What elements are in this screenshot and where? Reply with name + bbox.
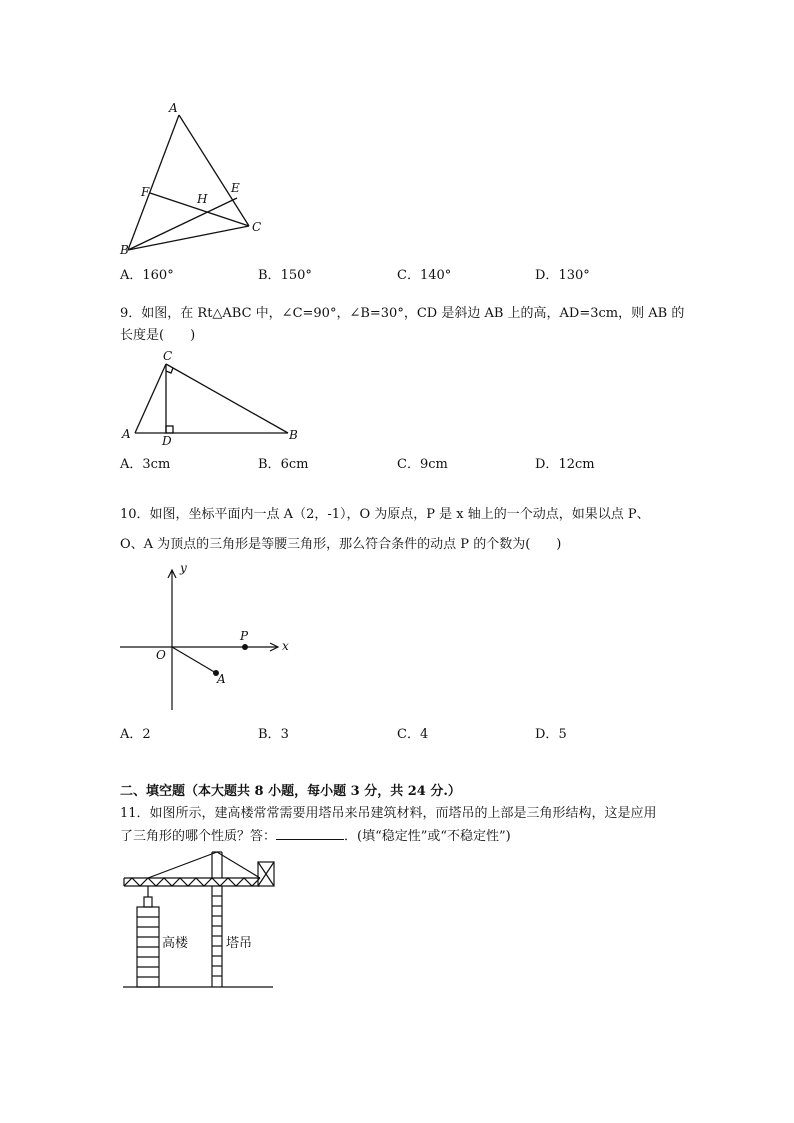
q9-label-d: D (162, 434, 172, 448)
q10-label-y: y (180, 561, 187, 575)
q10-label-a: A (217, 672, 226, 686)
q8-option-a[interactable]: A．160° (120, 268, 174, 283)
q11-triangle-structure (148, 852, 260, 878)
q9-option-b[interactable]: B．6cm (258, 457, 309, 472)
q10-stem-line2: O、A 为顶点的三角形是等腰三角形，那么符合条件的动点 P 的个数为( ) (120, 537, 562, 552)
q9-label-c: C (163, 349, 173, 363)
q8-option-b[interactable]: B．150° (258, 268, 312, 283)
q10-option-d[interactable]: D．5 (535, 727, 567, 742)
q8-label-e: E (231, 181, 240, 195)
q8-label-b: B (120, 243, 129, 257)
q8-option-c[interactable]: C．140° (397, 268, 452, 283)
q9-stem-line2: 长度是( ) (120, 328, 196, 343)
q8-label-h: H (197, 192, 208, 206)
q10-option-c[interactable]: C．4 (397, 727, 429, 742)
q9-option-a[interactable]: A．3cm (120, 457, 171, 472)
q11-stem-text-b: ．(填“稳定性”或“不稳定性”) (344, 829, 511, 844)
q10-stem-line1: 10．如图，坐标平面内一点 A（2，-1），O 为原点，P 是 x 轴上的一个动点，如果以点 P、 (120, 507, 650, 522)
q8-label-f: F (141, 185, 150, 199)
q8-label-c: C (252, 220, 262, 234)
q11-jib-truss (124, 878, 260, 886)
q11-label-crane: 塔吊 (226, 936, 253, 951)
q10-option-b[interactable]: B．3 (258, 727, 289, 742)
q10-option-a[interactable]: A．2 (120, 727, 151, 742)
q8-option-d[interactable]: D．130° (535, 268, 590, 283)
q9-stem-line1: 9．如图，在 Rt△ABC 中，∠C=90°，∠B=30°，CD 是斜边 AB 上的高，AD=3cm，则 AB 的 (120, 306, 685, 321)
q10-label-x: x (282, 639, 289, 653)
q11-stem-text-a: 了三角形的哪个性质？答： (120, 829, 277, 844)
q10-label-p: P (240, 629, 249, 643)
q11-stem-line1: 11．如图所示，建高楼常常需要用塔吊来吊建筑材料，而塔吊的上部是三角形结构，这是应用 (120, 806, 657, 821)
q9-option-c[interactable]: C．9cm (397, 457, 448, 472)
q10-label-o: O (156, 648, 166, 662)
q9-label-b: B (289, 428, 298, 442)
section2-heading: 二、填空题（本大题共 8 小题，每小题 3 分，共 24 分.） (120, 784, 461, 799)
q9-option-d[interactable]: D．12cm (535, 457, 595, 472)
q11-hook-block (144, 897, 152, 907)
q11-label-building: 高楼 (162, 936, 189, 951)
q8-label-a: A (169, 101, 178, 115)
q9-label-a: A (122, 427, 131, 441)
